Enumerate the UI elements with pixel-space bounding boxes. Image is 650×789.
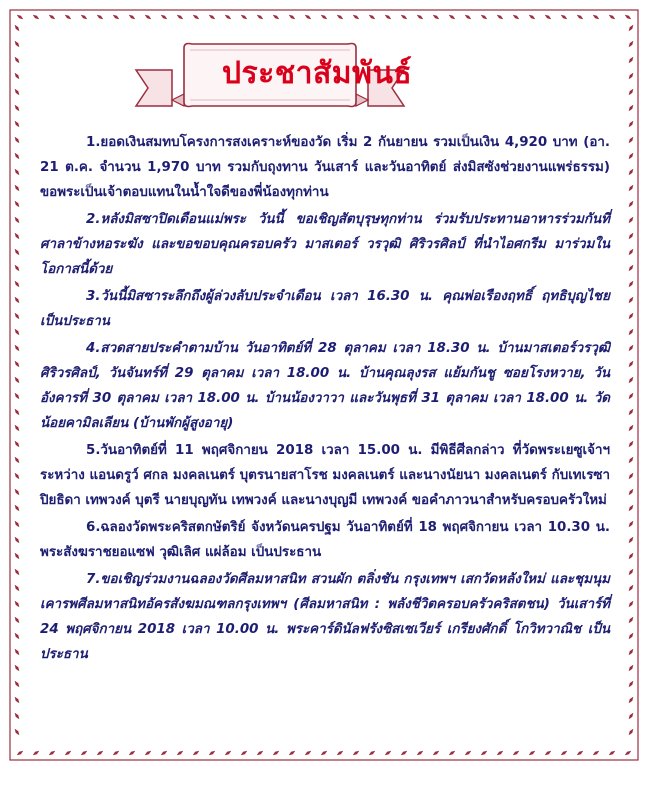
border-ornament	[304, 749, 312, 756]
border-ornament	[272, 13, 280, 20]
announcement-paragraph-2: 2.หลังมิสซาปิดเดือนแม่พระ วันนี้ ขอเชิญสัตบุรุษทุกท่าน ร่วมรับประทานอาหารร่วมกันที่ศาลาข้างหอระฆัง และขอขอบคุณครอบครัว มาสเตอร์ วรวุฒิ ศิริวรศิลป์ ที่นำไอศกรีม มาร่วมในโอกาสนี้ด้วย	[40, 212, 610, 277]
border-ornament	[528, 13, 536, 20]
border-ornament	[627, 392, 634, 400]
border-ornament	[13, 632, 20, 640]
border-ornament	[592, 749, 600, 756]
border-ornament	[13, 504, 20, 512]
border-ornament	[448, 749, 456, 756]
border-ornament	[464, 749, 472, 756]
border-ornament	[627, 376, 634, 384]
announcement-body	[40, 130, 610, 669]
border-ornament	[627, 584, 634, 592]
announcement-paragraph-1: 1.ยอดเงินสมทบโครงการสงเคราะห์ของวัด เริ่ม 2 กันยายน รวมเป็นเงิน 4,920 บาท (อา. 21 ต.ค. จำนวน 1,970 บาท รวมกับถุงทาน วันเสาร์ และวันอาทิตย์ ส่งมิสซังช่วยงานแพร่ธรรม) ขอพระเป็นเจ้าตอบแทนในน้ำใจดีของพี่น้องทุกท่าน	[40, 135, 610, 200]
border-ornament	[13, 552, 20, 560]
border-ornament	[627, 216, 634, 224]
border-ornament	[496, 749, 504, 756]
border-ornament	[13, 248, 20, 256]
border-ornament	[32, 749, 40, 756]
border-ornament	[627, 680, 634, 688]
border-ornament	[160, 13, 168, 20]
border-ornament	[224, 13, 232, 20]
border-ornament	[128, 749, 136, 756]
border-ornament	[13, 264, 20, 272]
border-ornament	[627, 472, 634, 480]
border-ornament	[560, 749, 568, 756]
border-ornament	[13, 88, 20, 96]
border-ornament	[13, 56, 20, 64]
border-ornament	[13, 696, 20, 704]
border-ornament	[624, 13, 632, 20]
border-ornament	[13, 136, 20, 144]
page-title: ประชาสัมพันธ์	[222, 56, 413, 91]
border-ornament	[627, 616, 634, 624]
border-ornament	[448, 13, 456, 20]
border-ornament	[64, 13, 72, 20]
border-ornament	[627, 504, 634, 512]
border-ornament	[64, 749, 72, 756]
border-ornament	[13, 664, 20, 672]
border-ornament	[627, 248, 634, 256]
border-ornament	[48, 13, 56, 20]
border-ornament	[627, 280, 634, 288]
border-ornament	[368, 13, 376, 20]
border-ornament	[627, 200, 634, 208]
border-ornament	[627, 440, 634, 448]
border-ornament	[627, 136, 634, 144]
border-ornament	[627, 312, 634, 320]
border-ornament	[496, 13, 504, 20]
border-ornament	[627, 648, 634, 656]
border-ornament	[13, 616, 20, 624]
border-ornament	[480, 749, 488, 756]
border-ornament	[240, 13, 248, 20]
border-ornament	[13, 600, 20, 608]
border-ornament	[627, 408, 634, 416]
border-ornament	[13, 520, 20, 528]
border-ornament	[320, 13, 328, 20]
border-ornament	[240, 749, 248, 756]
border-ornament	[13, 200, 20, 208]
border-ornament	[13, 216, 20, 224]
border-ornament	[13, 456, 20, 464]
border-ornament	[416, 749, 424, 756]
border-ornament	[13, 152, 20, 160]
border-ornament	[13, 488, 20, 496]
border-ornament	[13, 440, 20, 448]
border-ornament	[627, 600, 634, 608]
border-ornament	[13, 424, 20, 432]
border-ornament	[96, 749, 104, 756]
border-ornament	[608, 13, 616, 20]
border-ornament	[416, 13, 424, 20]
border-ornament	[480, 13, 488, 20]
border-ornament	[13, 376, 20, 384]
border-ornament	[16, 13, 24, 20]
border-ornament	[627, 72, 634, 80]
border-ornament	[160, 749, 168, 756]
border-ornament	[13, 584, 20, 592]
announcement-paragraph-6: 6.ฉลองวัดพระคริสตกษัตริย์ จังหวัดนครปฐม วันอาทิตย์ที่ 18 พฤศจิกายน เวลา 10.30 น. พระสังฆราชยอแซฟ วุฒิเลิศ แผ่ล้อม เป็นประธาน	[40, 520, 610, 560]
border-ornament	[627, 56, 634, 64]
border-ornament	[112, 13, 120, 20]
border-ornament	[560, 13, 568, 20]
border-ornament	[627, 568, 634, 576]
border-ornament	[627, 40, 634, 48]
border-ornament	[112, 749, 120, 756]
border-ornament	[13, 408, 20, 416]
border-ornament	[544, 749, 552, 756]
border-ornament	[627, 536, 634, 544]
border-ornament	[176, 13, 184, 20]
border-ornament	[512, 749, 520, 756]
border-ornament	[13, 392, 20, 400]
border-ornament	[13, 680, 20, 688]
border-ornament	[627, 120, 634, 128]
border-ornament	[512, 13, 520, 20]
border-ornament	[592, 13, 600, 20]
border-ornament	[192, 13, 200, 20]
border-ornament	[368, 749, 376, 756]
border-ornament	[627, 104, 634, 112]
border-ornament	[336, 13, 344, 20]
border-ornament	[32, 13, 40, 20]
border-ornament	[627, 24, 634, 32]
border-ornament	[627, 88, 634, 96]
border-ornament	[13, 360, 20, 368]
border-ornament	[13, 168, 20, 176]
border-ornament	[320, 749, 328, 756]
border-ornament	[336, 749, 344, 756]
border-ornament	[13, 280, 20, 288]
border-ornament	[80, 13, 88, 20]
announcement-paragraph-5: 5.วันอาทิตย์ที่ 11 พฤศจิกายน 2018 เวลา 15.00 น. มีพิธีศีลกล่าว ที่วัดพระเยซูเจ้าฯ ระหว่าง แอนดรูว์ ศกล มงคลเนตร์ บุตรนายสาโรช มงคลเนตร์ และนางนัยนา มงคลเนตร์ กับเทเรซา ปิยธิดา เทพวงค์ บุตรี นายบุญทัน เทพวงค์ และนางบุญมี เทพวงค์ ขอคำภาวนาสำหรับครอบครัวใหม่	[40, 443, 610, 508]
border-ornament	[96, 13, 104, 20]
border-ornament	[144, 749, 152, 756]
announcement-paragraph-4: 4.สวดสายประคำตามบ้าน วันอาทิตย์ที่ 28 ตุลาคม เวลา 18.30 น. บ้านมาสเตอร์วรวุฒิ ศิริวรศิลป์, วันจันทร์ที่ 29 ตุลาคม เวลา 18.00 น. บ้านคุณลุงรส แย้มกันชู ซอยโรงหวาย, วันอังคารที่ 30 ตุลาคม เวลา 18.00 น. บ้านน้องวาวา และวันพุธที่ 31 ตุลาคม เวลา 18.00 น. วัดน้อยคามิลเลียน (บ้านพักผู้สูงอายุ)	[40, 341, 610, 431]
border-ornament	[13, 344, 20, 352]
border-ornament	[627, 520, 634, 528]
border-ornament	[464, 13, 472, 20]
border-ornament	[352, 13, 360, 20]
border-ornament	[627, 488, 634, 496]
border-ornament	[384, 749, 392, 756]
border-ornament	[304, 13, 312, 20]
border-ornament	[627, 328, 634, 336]
border-ornament	[627, 712, 634, 720]
border-ornament	[224, 749, 232, 756]
border-ornament	[432, 749, 440, 756]
border-ornament	[48, 749, 56, 756]
border-ornament	[272, 749, 280, 756]
border-ornament	[13, 40, 20, 48]
border-ornament	[544, 13, 552, 20]
announcement-paragraph-3: 3.วันนี้มิสซาระลึกถึงผู้ล่วงลับประจำเดือน เวลา 16.30 น. คุณพ่อเรืองฤทธิ์ ฤทธิบุญไชย เป็นประธาน	[40, 289, 610, 329]
border-ornament	[627, 152, 634, 160]
border-ornament	[13, 712, 20, 720]
border-ornament	[13, 536, 20, 544]
border-ornament	[627, 344, 634, 352]
border-ornament	[576, 13, 584, 20]
border-ornament	[256, 749, 264, 756]
border-ornament	[176, 749, 184, 756]
border-ornament	[627, 168, 634, 176]
border-ornament	[352, 749, 360, 756]
border-ornament	[627, 360, 634, 368]
border-ornament	[627, 456, 634, 464]
border-ornament	[13, 728, 20, 736]
border-ornament	[13, 312, 20, 320]
border-ornament	[13, 328, 20, 336]
border-ornament	[144, 13, 152, 20]
border-ornament	[13, 120, 20, 128]
border-ornament	[627, 664, 634, 672]
border-ornament	[13, 24, 20, 32]
border-ornament	[288, 749, 296, 756]
border-ornament	[13, 72, 20, 80]
border-ornament	[13, 472, 20, 480]
announcement-paragraph-7: 7.ขอเชิญร่วมงานฉลองวัดศีลมหาสนิท สวนผัก ตลิ่งชัน กรุงเทพฯ เสกวัดหลังใหม่ และชุมนุมเคารพศีลมหาสนิทอัครสังฆมณฑลกรุงเทพฯ (ศีลมหาสนิท : พลังชีวิตครอบครัวคริสตชน) วันเสาร์ที่ 24 พฤศจิกายน 2018 เวลา 10.00 น. พระคาร์ดินัลฟรังซิสเซเวียร์ เกรียงศักดิ์ โกวิทวาณิช เป็นประธาน	[40, 572, 610, 662]
border-ornament	[13, 296, 20, 304]
border-ornament	[627, 632, 634, 640]
border-ornament	[192, 749, 200, 756]
border-ornament	[384, 13, 392, 20]
border-ornament	[13, 184, 20, 192]
border-ornament	[128, 13, 136, 20]
border-ornament	[16, 749, 24, 756]
border-ornament	[627, 696, 634, 704]
border-ornament	[528, 749, 536, 756]
border-ornament	[208, 749, 216, 756]
border-ornament	[432, 13, 440, 20]
border-ornament	[624, 749, 632, 756]
border-ornament	[576, 749, 584, 756]
border-ornament	[627, 296, 634, 304]
border-ornament	[13, 568, 20, 576]
border-ornament	[288, 13, 296, 20]
border-ornament	[627, 424, 634, 432]
border-ornament	[13, 232, 20, 240]
border-ornament	[627, 728, 634, 736]
border-ornament	[400, 749, 408, 756]
border-ornament	[627, 232, 634, 240]
border-ornament	[627, 552, 634, 560]
border-ornament	[608, 749, 616, 756]
border-ornament	[13, 104, 20, 112]
border-ornament	[627, 264, 634, 272]
border-ornament	[80, 749, 88, 756]
border-ornament	[208, 13, 216, 20]
border-ornament	[256, 13, 264, 20]
border-ornament	[627, 184, 634, 192]
border-ornament	[13, 648, 20, 656]
border-ornament	[400, 13, 408, 20]
